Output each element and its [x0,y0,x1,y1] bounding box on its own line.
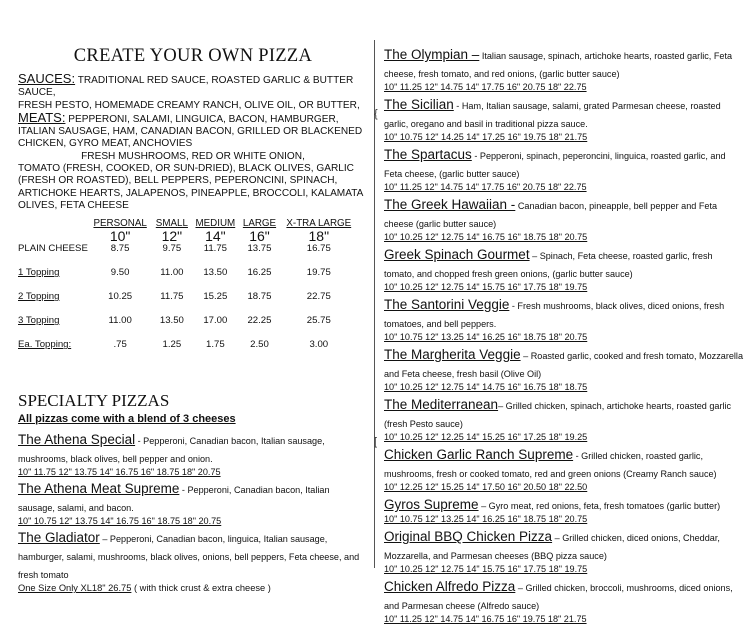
meats-label: MEATS: [18,109,66,125]
price-cell: 17.00 [203,315,228,327]
item-desc: – Grilled chicken, spinach, artichoke hearts, roasted garlic (fresh Pesto sauce) [384,401,732,429]
item-name: The Athena Meat Supreme [18,481,180,497]
menu-item [384,96,744,143]
right-column [384,46,744,628]
item-name: The Greek Hawaiian - [384,197,516,212]
item-name: The Spartacus [384,147,472,162]
menu-item [18,529,368,593]
item-desc: Canadian bacon, pineapple, bell pepper and Feta cheese (garlic butter sauce) [384,201,718,229]
menu-item [384,578,744,625]
price-cell: 13.50 [159,315,184,327]
veggies-section [18,151,368,212]
price-cell: 11.75 [160,291,184,303]
item-name: The Olympian – [384,47,480,62]
menu-item [18,431,368,478]
price-cell: 1.75 [206,339,225,351]
item-desc: – Grilled chicken, broccoli, mushrooms, diced onions, and Parmesan cheese (Alfredo sauce) [384,583,733,611]
price-cell: 11.00 [108,315,132,327]
price-row-3 [18,315,358,339]
price-cell: 22.25 [247,315,272,327]
sauces-text-2: FRESH PESTO, HOMEMADE CREAMY RANCH, OLIVE OIL, OR BUTTER, [18,99,360,111]
item-name: The Gladiator [18,530,100,546]
veggies-line-1: FRESH MUSHROOMS, RED OR WHITE ONION, [81,150,305,162]
item-name: Original BBQ Chicken Pizza [384,529,553,544]
size-large: LARGE [242,218,277,230]
bracket-mark: { [374,108,378,120]
size-header-row [18,218,358,229]
menu-item [18,480,368,527]
price-row-2 [18,291,358,315]
price-cell: 25.75 [306,315,331,327]
sauces-text: TRADITIONAL RED SAUCE, ROASTED GARLIC & BUTTER SAUCE, [18,75,354,99]
price-cell: 13.75 [247,243,272,255]
price-row-each [18,339,358,359]
price-cell: 1.25 [162,339,182,351]
specialty-subtitle: All pizzas come with a blend of 3 cheeses [18,413,236,426]
price-table [18,218,358,359]
row-label: 1 Topping [18,267,60,279]
row-label: Ea. Topping: [18,339,72,351]
price-cell: 13.50 [203,267,228,279]
price-cell: 16.25 [247,267,272,279]
sauces-section [18,73,368,112]
item-price: 10" 10.75 12" 14.25 14" 17.25 16" 19.75 18" 21.75 [384,132,588,142]
inch-10: 10" [109,228,131,245]
item-desc: - Ham, Italian sausage, salami, grated Parmesan cheese, roasted garlic, oregano and basil in traditional pizza sauce. [384,101,721,129]
item-desc: Italian sausage, spinach, artichoke hearts, roasted garlic, Feta cheese, fresh tomato, and red onions, (garlic butter sauce) [384,51,733,79]
item-price: 10" 10.25 12" 12.75 14" 16.75 16" 18.75 18" 20.75 [384,232,588,242]
item-price: 10" 12.25 12" 15.25 14" 17.50 16" 20.50 18" 22.50 [384,482,588,492]
item-desc: – Gyro meat, red onions, feta, fresh tomatoes (garlic butter) [478,501,721,511]
menu-item [384,246,744,293]
price-cell: 8.75 [110,243,130,255]
item-price: 10" 10.25 12" 12.75 14" 15.75 16" 17.75 18" 19.75 [384,282,588,292]
gladiator-price-line [18,583,368,593]
inch-14: 14" [205,228,226,245]
sauces-label: SAUCES: [18,71,76,86]
item-name: Chicken Garlic Ranch Supreme [384,447,574,462]
price-cell: 19.75 [306,267,331,279]
item-price: 10" 11.25 12" 14.75 14" 17.75 16" 20.75 18" 22.75 [384,82,587,92]
item-desc: - Pepperoni, Canadian bacon, Italian sausage, mushrooms, black olives, bell pepper and onion. [18,436,325,465]
gladiator-price: One Size Only XL18" 26.75 [18,583,132,594]
menu-item [384,446,744,493]
row-label: 3 Topping [18,315,60,327]
price-cell: 16.75 [306,243,331,255]
item-price: 10" 11.25 12" 14.75 14" 17.75 16" 20.75 18" 22.75 [384,182,587,192]
menu-item [384,196,744,243]
bracket-mark: [ [374,436,378,448]
item-price: 10" 10.75 12" 13.25 14" 16.25 16" 18.75 18" 20.75 [384,332,588,342]
item-price: 10" 10.25 12" 12.75 14" 15.75 16" 17.75 18" 19.75 [384,564,588,574]
price-cell: 9.75 [162,243,182,255]
item-name: The Santorini Veggie [384,297,510,312]
item-price: 10" 11.25 12" 14.75 14" 16.75 16" 19.75 18" 21.75 [384,614,587,624]
inch-16: 16" [249,228,270,245]
item-desc: – Spinach, Feta cheese, roasted garlic, fresh tomato, and chopped fresh green onions, (garlic butter sauce) [384,251,713,279]
menu-item [384,396,744,443]
price-cell: 15.25 [203,291,228,303]
inch-12: 12" [161,228,183,245]
price-cell: 22.75 [306,291,331,303]
menu-item [384,296,744,343]
item-price: 10" 10.25 12" 12.25 14" 15.25 16" 17.25 18" 19.25 [384,432,588,442]
left-column [18,46,368,595]
size-medium: MEDIUM [195,218,236,230]
item-desc: – Roasted garlic, cooked and fresh tomato, Mozzarella and Feta cheese, fresh basil (Olive Oil) [384,351,743,379]
specialty-title: SPECIALTY PIZZAS [18,391,170,411]
item-desc: - Fresh mushrooms, black olives, diced onions, fresh tomatoes, and bell peppers. [384,301,725,329]
veggies-text: TOMATO (FRESH, COOKED, OR SUN-DRIED), BLACK OLIVES, GARLIC (FRESH OR ROASTED), BELL PEPPERS, PEPERONCINI, SPINACH, ARTICHOKE HEARTS, JALAPENOS, PINEAPPLE, BROCCOLI, KALAMATA OLIVES, FETA CHEESE [18,163,363,211]
price-cell: 3.00 [309,339,329,351]
item-price: 10" 11.75 12" 13.75 14" 16.75 16" 18.75 18" 20.75 [18,467,221,478]
size-xlarge: X-TRA LARGE [286,218,352,230]
item-name: The Sicilian [384,97,454,112]
create-title: CREATE YOUR OWN PIZZA [73,46,313,66]
item-desc: – Pepperoni, Canadian bacon, linguica, Italian sausage, hamburger, salami, mushrooms, black olives, onions, bell peppers, Feta cheese, and fresh tomato [18,534,360,581]
inch-row [18,229,358,243]
menu-item [384,146,744,193]
row-label: 2 Topping [18,291,60,303]
item-price: 10" 10.75 12" 13.75 14" 16.75 16" 18.75 18" 20.75 [18,516,222,527]
menu-item [384,46,744,93]
price-cell: 18.75 [247,291,272,303]
item-price: 10" 10.75 12" 13.25 14" 16.25 16" 18.75 18" 20.75 [384,514,588,524]
price-cell: .75 [113,339,127,351]
price-cell: 2.50 [250,339,269,351]
meats-text: PEPPERONI, SALAMI, LINGUICA, BACON, HAMBURGER, ITALIAN SAUSAGE, HAM, CANADIAN BACON, GRILLED OR BLACKENED CHICKEN, GYRO MEAT, ANCHOVIES [18,113,363,150]
item-name: The Athena Special [18,432,136,448]
size-small: SMALL [155,218,188,230]
item-desc: - Pepperoni, Canadian bacon, Italian sausage, salami, and bacon. [18,485,330,514]
item-desc: – Grilled chicken, diced onions, Cheddar, Mozzarella, and Parmesan cheeses (BBQ pizza sauce) [384,533,720,561]
menu-item [384,496,744,525]
item-name: Chicken Alfredo Pizza [384,579,516,594]
price-row-plain [18,243,358,267]
menu-item [384,528,744,575]
item-desc: - Pepperoni, spinach, peperoncini, linguica, roasted garlic, and Feta cheese, (garlic butter sauce) [384,151,726,179]
row-label: PLAIN CHEESE [18,243,88,255]
menu-item [384,346,744,393]
item-name: The Margherita Veggie [384,347,521,362]
item-desc: - Grilled chicken, roasted garlic, mushrooms, fresh or cooked tomato, red and green onions (Creamy Ranch sauce) [384,451,717,479]
item-name: Gyros Supreme [384,497,479,512]
gladiator-note: ( with thick crust & extra cheese ) [131,583,271,594]
price-row-1 [18,267,358,291]
inch-18: 18" [308,228,330,245]
size-personal: PERSONAL [93,218,147,230]
item-name: The Mediterranean [384,397,499,412]
item-name: Greek Spinach Gourmet [384,247,530,262]
price-cell: 10.25 [108,291,133,303]
price-cell: 11.75 [203,243,227,255]
price-cell: 9.50 [110,267,130,279]
price-cell: 11.00 [160,267,184,279]
item-price: 10" 10.25 12" 12.75 14" 14.75 16" 16.75 18" 18.75 [384,382,588,392]
meats-section [18,109,368,151]
